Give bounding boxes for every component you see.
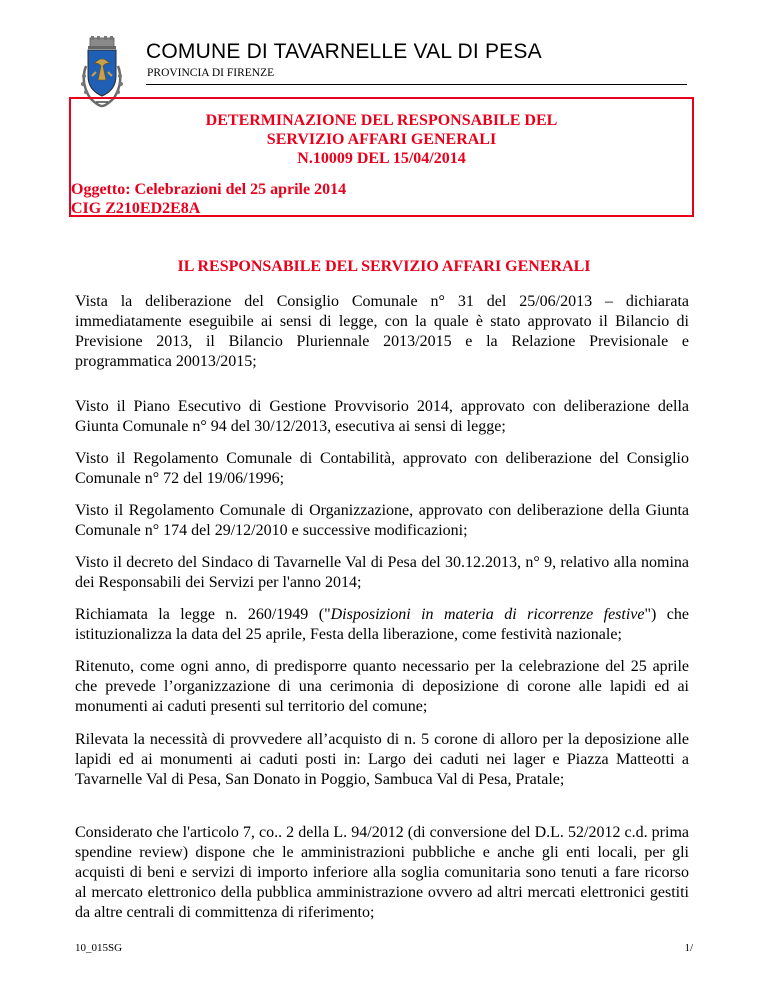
paragraph-legge-260 (75, 605, 689, 645)
paragraph-ritenuto: Ritenuto, come ogni anno, di predisporre quanto necessario per la celebrazione del 25 aprile che prevede l’organizzazione di una cerimonia di deposizione di corone alle lapidi ed ai monumenti ai caduti presenti sul territorio del comune; (75, 658, 689, 715)
municipality-name: COMUNE DI TAVARNELLE VAL DI PESA (146, 40, 542, 63)
paragraph-contabilita: Visto il Regolamento Comunale di Contabilità, approvato con deliberazione del Consiglio Comunale n° 72 del 19/06/1996; (75, 450, 689, 487)
paragraph-bilancio: Vista la deliberazione del Consiglio Comunale n° 31 del 25/06/2013 – dichiarata immediatamente eseguibile ai sensi di legge, con la quale è stato approvato il Bilancio di Previsione 2013, il Bilancio Pluriennale 2013/2015 e la Relazione Previsionale e programmatica 20013/2015; (75, 293, 689, 370)
determination-box (69, 97, 694, 217)
paragraph-organizzazione: Visto il Regolamento Comunale di Organizzazione, approvato con deliberazione della Giunta Comunale n° 174 del 29/12/2010 e successive modificazioni; (75, 502, 689, 539)
cig-code: CIG Z210ED2E8A (71, 200, 201, 217)
paragraph-considerato: Considerato che l'articolo 7, co.. 2 della L. 94/2012 (di conversione del D.L. 52/2012 c.d. prima spendine review) dispone che le amministrazioni pubbliche e anche gli enti locali, per gli acquisti di beni e servizi di importo inferiore alla soglia comunitaria sono tenuti a fare ricorso al mercato elettronico della pubblica amministrazione ovvero ad altri mercati elettronici gestiti da altre centrali di committenza di riferimento; (75, 824, 689, 921)
footer-document-code: 10_015SG (75, 942, 123, 954)
footer-page-number: 1/ (684, 942, 693, 954)
determination-title-line-1: DETERMINAZIONE DEL RESPONSABILE DEL (205, 112, 558, 129)
law-title-italic: Disposizioni in materia di ricorrenze festive (330, 606, 645, 623)
law-text-before: Richiamata la legge n. 260/1949 (" (75, 606, 331, 623)
header-divider (146, 84, 687, 85)
paragraph-corone: Rilevata la necessità di provvedere all’acquisto di n. 5 corone di alloro per la deposizione alle lapidi ed ai monumenti ai caduti posti in: Largo dei caduti nei lager e Piazza Matteotti a Tavarnelle Val di Pesa, San Donato in Poggio, Sambuca Val di Pesa, Pratale; (75, 731, 689, 788)
determination-number-date: N.10009 DEL 15/04/2014 (297, 150, 466, 167)
section-heading: IL RESPONSABILE DEL SERVIZIO AFFARI GENERALI (177, 258, 591, 275)
province-name: PROVINCIA DI FIRENZE (147, 67, 275, 79)
law-text-after: ") che istituzionalizza la data del 25 aprile, Festa della liberazione, come festività nazionale; (75, 606, 690, 643)
determination-title-line-2: SERVIZIO AFFARI GENERALI (266, 131, 497, 148)
subject-line: Oggetto: Celebrazioni del 25 aprile 2014 (71, 181, 347, 198)
paragraph-peg: Visto il Piano Esecutivo di Gestione Provvisorio 2014, approvato con deliberazione della Giunta Comunale n° 94 del 30/12/2013, esecutiva ai sensi di legge; (75, 398, 689, 435)
paragraph-decreto-sindaco: Visto il decreto del Sindaco di Tavarnelle Val di Pesa del 30.12.2013, n° 9, relativo alla nomina dei Responsabili dei Servizi per l'anno 2014; (75, 554, 689, 591)
